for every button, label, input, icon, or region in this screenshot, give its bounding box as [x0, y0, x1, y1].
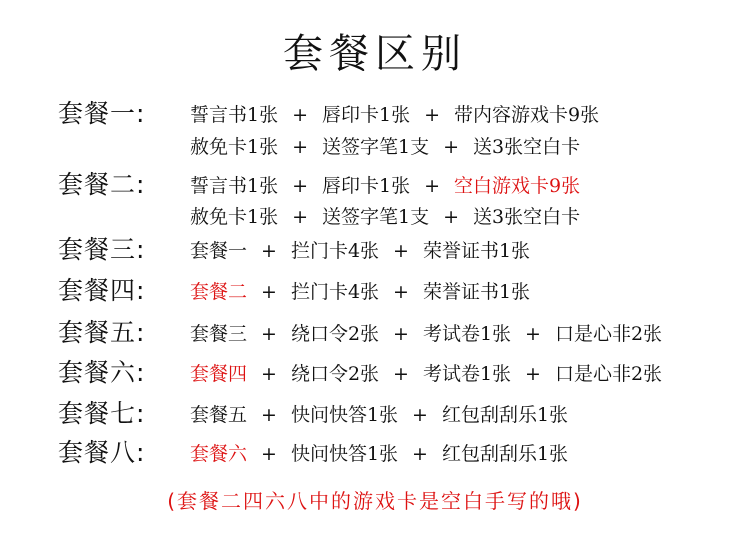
item-highlight: 套餐四: [190, 363, 248, 385]
plus-sign: +: [443, 136, 460, 158]
item: 考试卷1张: [422, 323, 512, 345]
package-5-line-1: [190, 319, 662, 346]
plus-sign: +: [393, 323, 409, 345]
item: 口是心非2张: [554, 323, 663, 345]
item: 带内容游戏卡9张: [454, 104, 600, 126]
item: 送签字笔1支: [322, 136, 430, 158]
plus-sign: +: [393, 363, 409, 385]
plus-sign: +: [393, 240, 409, 262]
item: 誓言书1张: [190, 175, 279, 197]
item-highlight: 空白游戏卡9张: [454, 175, 581, 197]
package-7-line-1: [190, 400, 568, 427]
item: 口是心非2张: [554, 363, 663, 385]
plus-sign: +: [424, 104, 441, 126]
item: 绕口令2张: [290, 323, 380, 345]
item: 考试卷1张: [422, 363, 512, 385]
item: 送3张空白卡: [473, 136, 581, 158]
package-8-line-1: [190, 439, 568, 466]
plus-sign: +: [292, 175, 309, 197]
item: 套餐五: [190, 404, 248, 426]
plus-sign: +: [261, 323, 277, 345]
item: 绕口令2张: [290, 363, 380, 385]
plus-sign: +: [261, 240, 277, 262]
package-1-name: 套餐一:: [58, 99, 146, 128]
plus-sign: +: [292, 104, 309, 126]
item: 快问快答1张: [290, 404, 399, 426]
item: 拦门卡4张: [290, 240, 380, 262]
package-2-line-2: [190, 202, 580, 229]
plus-sign: +: [412, 443, 428, 465]
package-3-line-1: [190, 236, 530, 263]
plus-sign: +: [292, 206, 309, 228]
plus-sign: +: [292, 136, 309, 158]
package-2-name: 套餐二:: [58, 170, 146, 199]
item: 送3张空白卡: [473, 206, 581, 228]
package-1-line-1: [190, 100, 599, 127]
plus-sign: +: [261, 404, 277, 426]
item: 唇印卡1张: [322, 104, 411, 126]
plus-sign: +: [424, 175, 441, 197]
item: 送签字笔1支: [322, 206, 430, 228]
plus-sign: +: [261, 281, 277, 303]
item: 红包刮刮乐1张: [441, 404, 569, 426]
item: 唇印卡1张: [322, 175, 411, 197]
item: 拦门卡4张: [290, 281, 380, 303]
plus-sign: +: [525, 323, 541, 345]
item: 套餐一: [190, 240, 248, 262]
package-3-name: 套餐三:: [58, 235, 146, 264]
package-4-name: 套餐四:: [58, 276, 146, 305]
plus-sign: +: [261, 443, 277, 465]
item: 赦免卡1张: [190, 206, 279, 228]
item: 誓言书1张: [190, 104, 279, 126]
plus-sign: +: [525, 363, 541, 385]
package-2-line-1: [190, 171, 580, 198]
item: 套餐三: [190, 323, 248, 345]
package-5-name: 套餐五:: [58, 318, 146, 347]
plus-sign: +: [261, 363, 277, 385]
package-1-line-2: [190, 132, 580, 159]
package-6-line-1: [190, 359, 662, 386]
item: 荣誉证书1张: [422, 281, 531, 303]
plus-sign: +: [443, 206, 460, 228]
item: 红包刮刮乐1张: [441, 443, 569, 465]
page-title: 套餐区别: [283, 31, 467, 77]
item: 快问快答1张: [290, 443, 399, 465]
item-highlight: 套餐六: [190, 443, 248, 465]
package-4-line-1: [190, 277, 530, 304]
plus-sign: +: [393, 281, 409, 303]
package-7-name: 套餐七:: [58, 399, 146, 428]
package-8-name: 套餐八:: [58, 438, 146, 467]
item: 荣誉证书1张: [422, 240, 531, 262]
plus-sign: +: [412, 404, 428, 426]
item: 赦免卡1张: [190, 136, 279, 158]
footnote: (套餐二四六八中的游戏卡是空白手写的哦): [167, 489, 583, 513]
item-highlight: 套餐二: [190, 281, 248, 303]
package-6-name: 套餐六:: [58, 358, 146, 387]
